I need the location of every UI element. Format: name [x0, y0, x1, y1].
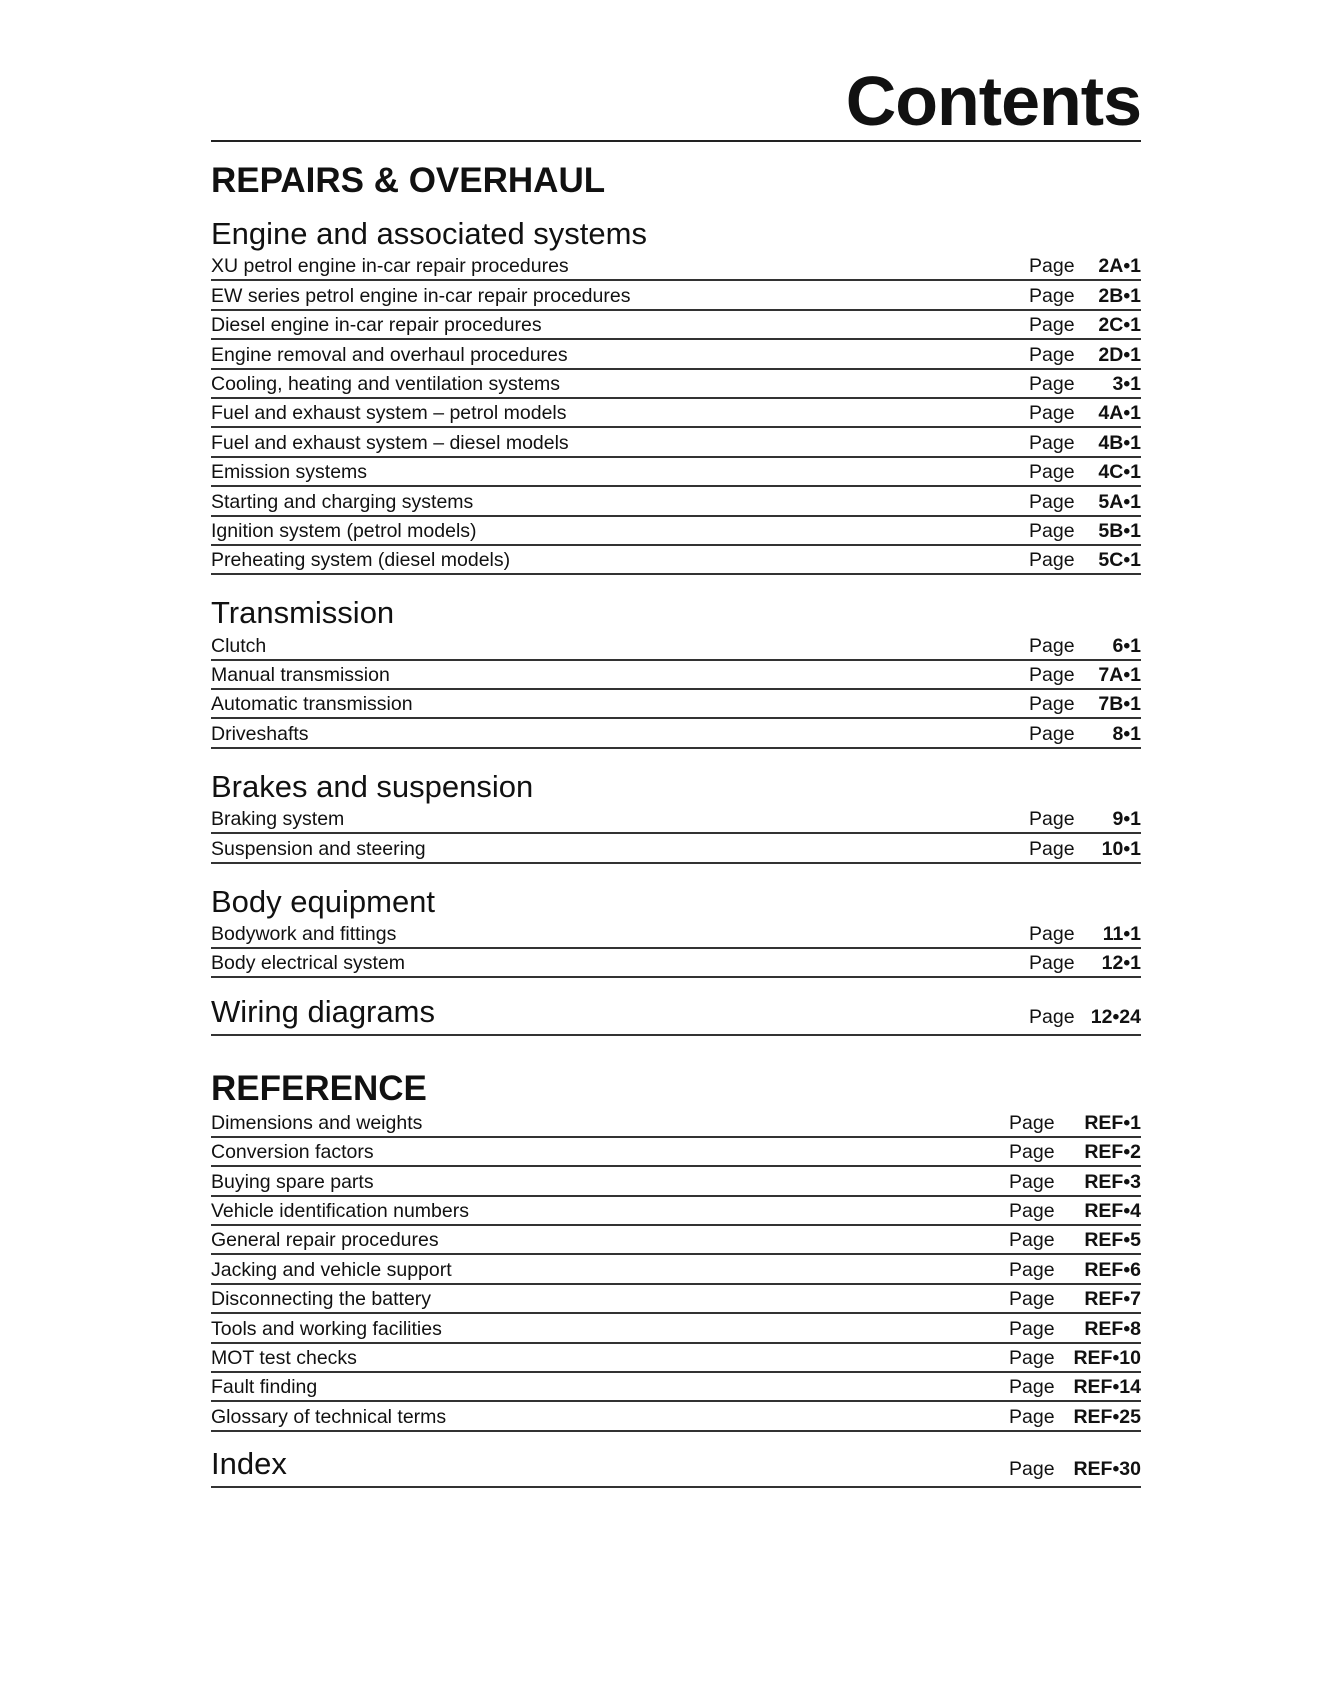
page-word: Page — [1009, 1229, 1055, 1252]
title-rule — [211, 140, 1141, 142]
entry-label: MOT test checks — [211, 1346, 357, 1369]
toc-entry[interactable] — [211, 252, 1141, 281]
page-number: 12•24 — [1090, 1006, 1141, 1029]
page-number: 12•1 — [1101, 952, 1141, 975]
page-word: Page — [1009, 1457, 1055, 1480]
toc-entry[interactable] — [211, 458, 1141, 487]
page-word: Page — [1009, 1199, 1055, 1222]
entry-label: Manual transmission — [211, 664, 390, 687]
entry-label: General repair procedures — [211, 1229, 439, 1252]
toc-entry[interactable] — [211, 949, 1141, 978]
page-number: 6•1 — [1112, 634, 1141, 657]
toc-entry[interactable] — [211, 1138, 1141, 1167]
toc-entry[interactable] — [211, 690, 1141, 719]
page-word: Page — [1029, 314, 1075, 337]
entry-label: Body electrical system — [211, 952, 405, 975]
toc-entry[interactable] — [211, 370, 1141, 399]
toc-entry[interactable] — [211, 920, 1141, 949]
page-number: REF•30 — [1073, 1457, 1141, 1480]
page-number: 2C•1 — [1098, 314, 1141, 337]
toc-entry[interactable] — [211, 1226, 1141, 1255]
toc-entry[interactable] — [211, 1285, 1141, 1314]
toc-entry[interactable] — [211, 1167, 1141, 1196]
page-word: Page — [1029, 490, 1075, 513]
page-number: REF•14 — [1073, 1376, 1141, 1399]
entry-label: Dimensions and weights — [211, 1111, 423, 1134]
entry-label: Driveshafts — [211, 722, 309, 745]
page-word: Page — [1009, 1288, 1055, 1311]
repairs-groups — [211, 216, 1141, 978]
entry-label: XU petrol engine in-car repair procedures — [211, 255, 569, 278]
page-number: 3•1 — [1112, 372, 1141, 395]
toc-entry[interactable] — [211, 1108, 1141, 1137]
page-number: 4C•1 — [1098, 461, 1141, 484]
entry-label: Disconnecting the battery — [211, 1288, 432, 1311]
page-word: Page — [1029, 634, 1075, 657]
toc-entry[interactable] — [211, 719, 1141, 748]
toc-entry[interactable] — [211, 1402, 1141, 1431]
toc-entry[interactable] — [211, 546, 1141, 575]
group-title: Body equipment — [211, 883, 436, 919]
toc-entry[interactable] — [211, 1197, 1141, 1226]
toc-group — [211, 216, 1141, 575]
page-word: Page — [1009, 1141, 1055, 1164]
toc-entry[interactable] — [211, 1255, 1141, 1284]
index-row[interactable] — [211, 1444, 1141, 1488]
page-word: Page — [1009, 1317, 1055, 1340]
index-label: Index — [211, 1445, 287, 1481]
page-number: REF•7 — [1084, 1288, 1141, 1311]
page-word: Page — [1029, 402, 1075, 425]
entry-label: EW series petrol engine in-car repair procedures — [211, 284, 631, 307]
entry-label: Vehicle identification numbers — [211, 1199, 469, 1222]
page-word: Page — [1009, 1258, 1055, 1281]
toc-group — [211, 769, 1141, 864]
page-word: Page — [1029, 693, 1075, 716]
toc-entry[interactable] — [211, 1344, 1141, 1373]
page-word: Page — [1009, 1405, 1055, 1428]
entry-label: Suspension and steering — [211, 837, 426, 860]
entry-label: Engine removal and overhaul procedures — [211, 343, 568, 366]
toc-entry[interactable] — [211, 311, 1141, 340]
part-heading-repairs: REPAIRS & OVERHAUL — [211, 161, 606, 200]
page-number: 2D•1 — [1098, 343, 1141, 366]
page-number: 9•1 — [1112, 808, 1141, 831]
page-number: REF•3 — [1084, 1170, 1141, 1193]
page-word: Page — [1009, 1111, 1055, 1134]
page-number: 8•1 — [1112, 722, 1141, 745]
group-title: Transmission — [211, 595, 395, 631]
page-word: Page — [1029, 1006, 1075, 1029]
page-number: 4A•1 — [1098, 402, 1141, 425]
contents-body — [211, 160, 1141, 1488]
wiring-diagrams-row[interactable] — [211, 992, 1141, 1036]
page-number: 5A•1 — [1098, 490, 1141, 513]
entry-label: Preheating system (diesel models) — [211, 549, 511, 572]
page-number: REF•6 — [1084, 1258, 1141, 1281]
entry-label: Diesel engine in-car repair procedures — [211, 314, 542, 337]
page-number: REF•1 — [1084, 1111, 1141, 1134]
entry-label: Starting and charging systems — [211, 490, 474, 513]
page-word: Page — [1029, 461, 1075, 484]
page-number: 5C•1 — [1098, 549, 1141, 572]
entry-label: Conversion factors — [211, 1141, 374, 1164]
page-number: 11•1 — [1102, 923, 1141, 946]
entry-label: Glossary of technical terms — [211, 1405, 447, 1428]
page-number: 5B•1 — [1098, 519, 1141, 542]
part-heading-reference: REFERENCE — [211, 1069, 427, 1109]
toc-entry[interactable] — [211, 661, 1141, 690]
entry-label: Jacking and vehicle support — [211, 1258, 452, 1281]
page-number: 10•1 — [1101, 837, 1141, 860]
page-word: Page — [1009, 1346, 1055, 1369]
entry-label: Clutch — [211, 634, 267, 657]
toc-group — [211, 884, 1141, 979]
entry-label: Fuel and exhaust system – petrol models — [211, 402, 567, 425]
page-number: REF•25 — [1073, 1405, 1141, 1428]
wiring-diagrams-label: Wiring diagrams — [211, 994, 435, 1030]
page-word: Page — [1029, 431, 1075, 454]
entry-label: Ignition system (petrol models) — [211, 519, 477, 542]
page-number: 7B•1 — [1098, 693, 1141, 716]
entry-label: Fuel and exhaust system – diesel models — [211, 431, 569, 454]
toc-entry[interactable] — [211, 805, 1141, 834]
reference-rows — [211, 1108, 1141, 1431]
toc-entry[interactable] — [211, 340, 1141, 369]
page-word: Page — [1029, 722, 1075, 745]
entry-label: Braking system — [211, 808, 345, 831]
toc-entry[interactable] — [211, 1314, 1141, 1343]
toc-group — [211, 595, 1141, 749]
page-word: Page — [1029, 952, 1075, 975]
group-title: Engine and associated systems — [211, 216, 647, 251]
entry-label: Fault finding — [211, 1376, 318, 1399]
page-word: Page — [1029, 519, 1075, 542]
entry-label: Tools and working facilities — [211, 1317, 442, 1340]
page-title: Contents — [845, 62, 1141, 140]
group-title: Brakes and suspension — [211, 768, 534, 804]
page-word: Page — [1029, 549, 1075, 572]
page-number: REF•5 — [1084, 1229, 1141, 1252]
toc-entry[interactable] — [211, 399, 1141, 428]
page-word: Page — [1029, 284, 1075, 307]
toc-entry[interactable] — [211, 281, 1141, 310]
page-word: Page — [1029, 837, 1075, 860]
page-number: REF•4 — [1084, 1199, 1141, 1222]
entry-label: Buying spare parts — [211, 1170, 374, 1193]
page-number: REF•10 — [1073, 1346, 1141, 1369]
page-word: Page — [1029, 372, 1075, 395]
page-word: Page — [1009, 1376, 1055, 1399]
page-number: REF•8 — [1084, 1317, 1141, 1340]
page-word: Page — [1029, 664, 1075, 687]
page-word: Page — [1009, 1170, 1055, 1193]
toc-entry[interactable] — [211, 428, 1141, 457]
page-number: 2B•1 — [1098, 284, 1141, 307]
toc-entry[interactable] — [211, 1373, 1141, 1402]
page-word: Page — [1029, 255, 1075, 278]
entry-label: Automatic transmission — [211, 693, 413, 716]
page-word: Page — [1029, 343, 1075, 366]
entry-label: Emission systems — [211, 461, 368, 484]
page-number: 4B•1 — [1098, 431, 1141, 454]
toc-entry[interactable] — [211, 517, 1141, 546]
toc-entry[interactable] — [211, 487, 1141, 516]
page-word: Page — [1029, 808, 1075, 831]
entry-label: Cooling, heating and ventilation systems — [211, 372, 561, 395]
page-number: 2A•1 — [1098, 255, 1141, 278]
page-number: REF•2 — [1084, 1141, 1141, 1164]
page-number: 7A•1 — [1098, 664, 1141, 687]
toc-entry[interactable] — [211, 834, 1141, 863]
entry-label: Bodywork and fittings — [211, 923, 397, 946]
toc-entry[interactable] — [211, 631, 1141, 660]
page-word: Page — [1029, 923, 1075, 946]
